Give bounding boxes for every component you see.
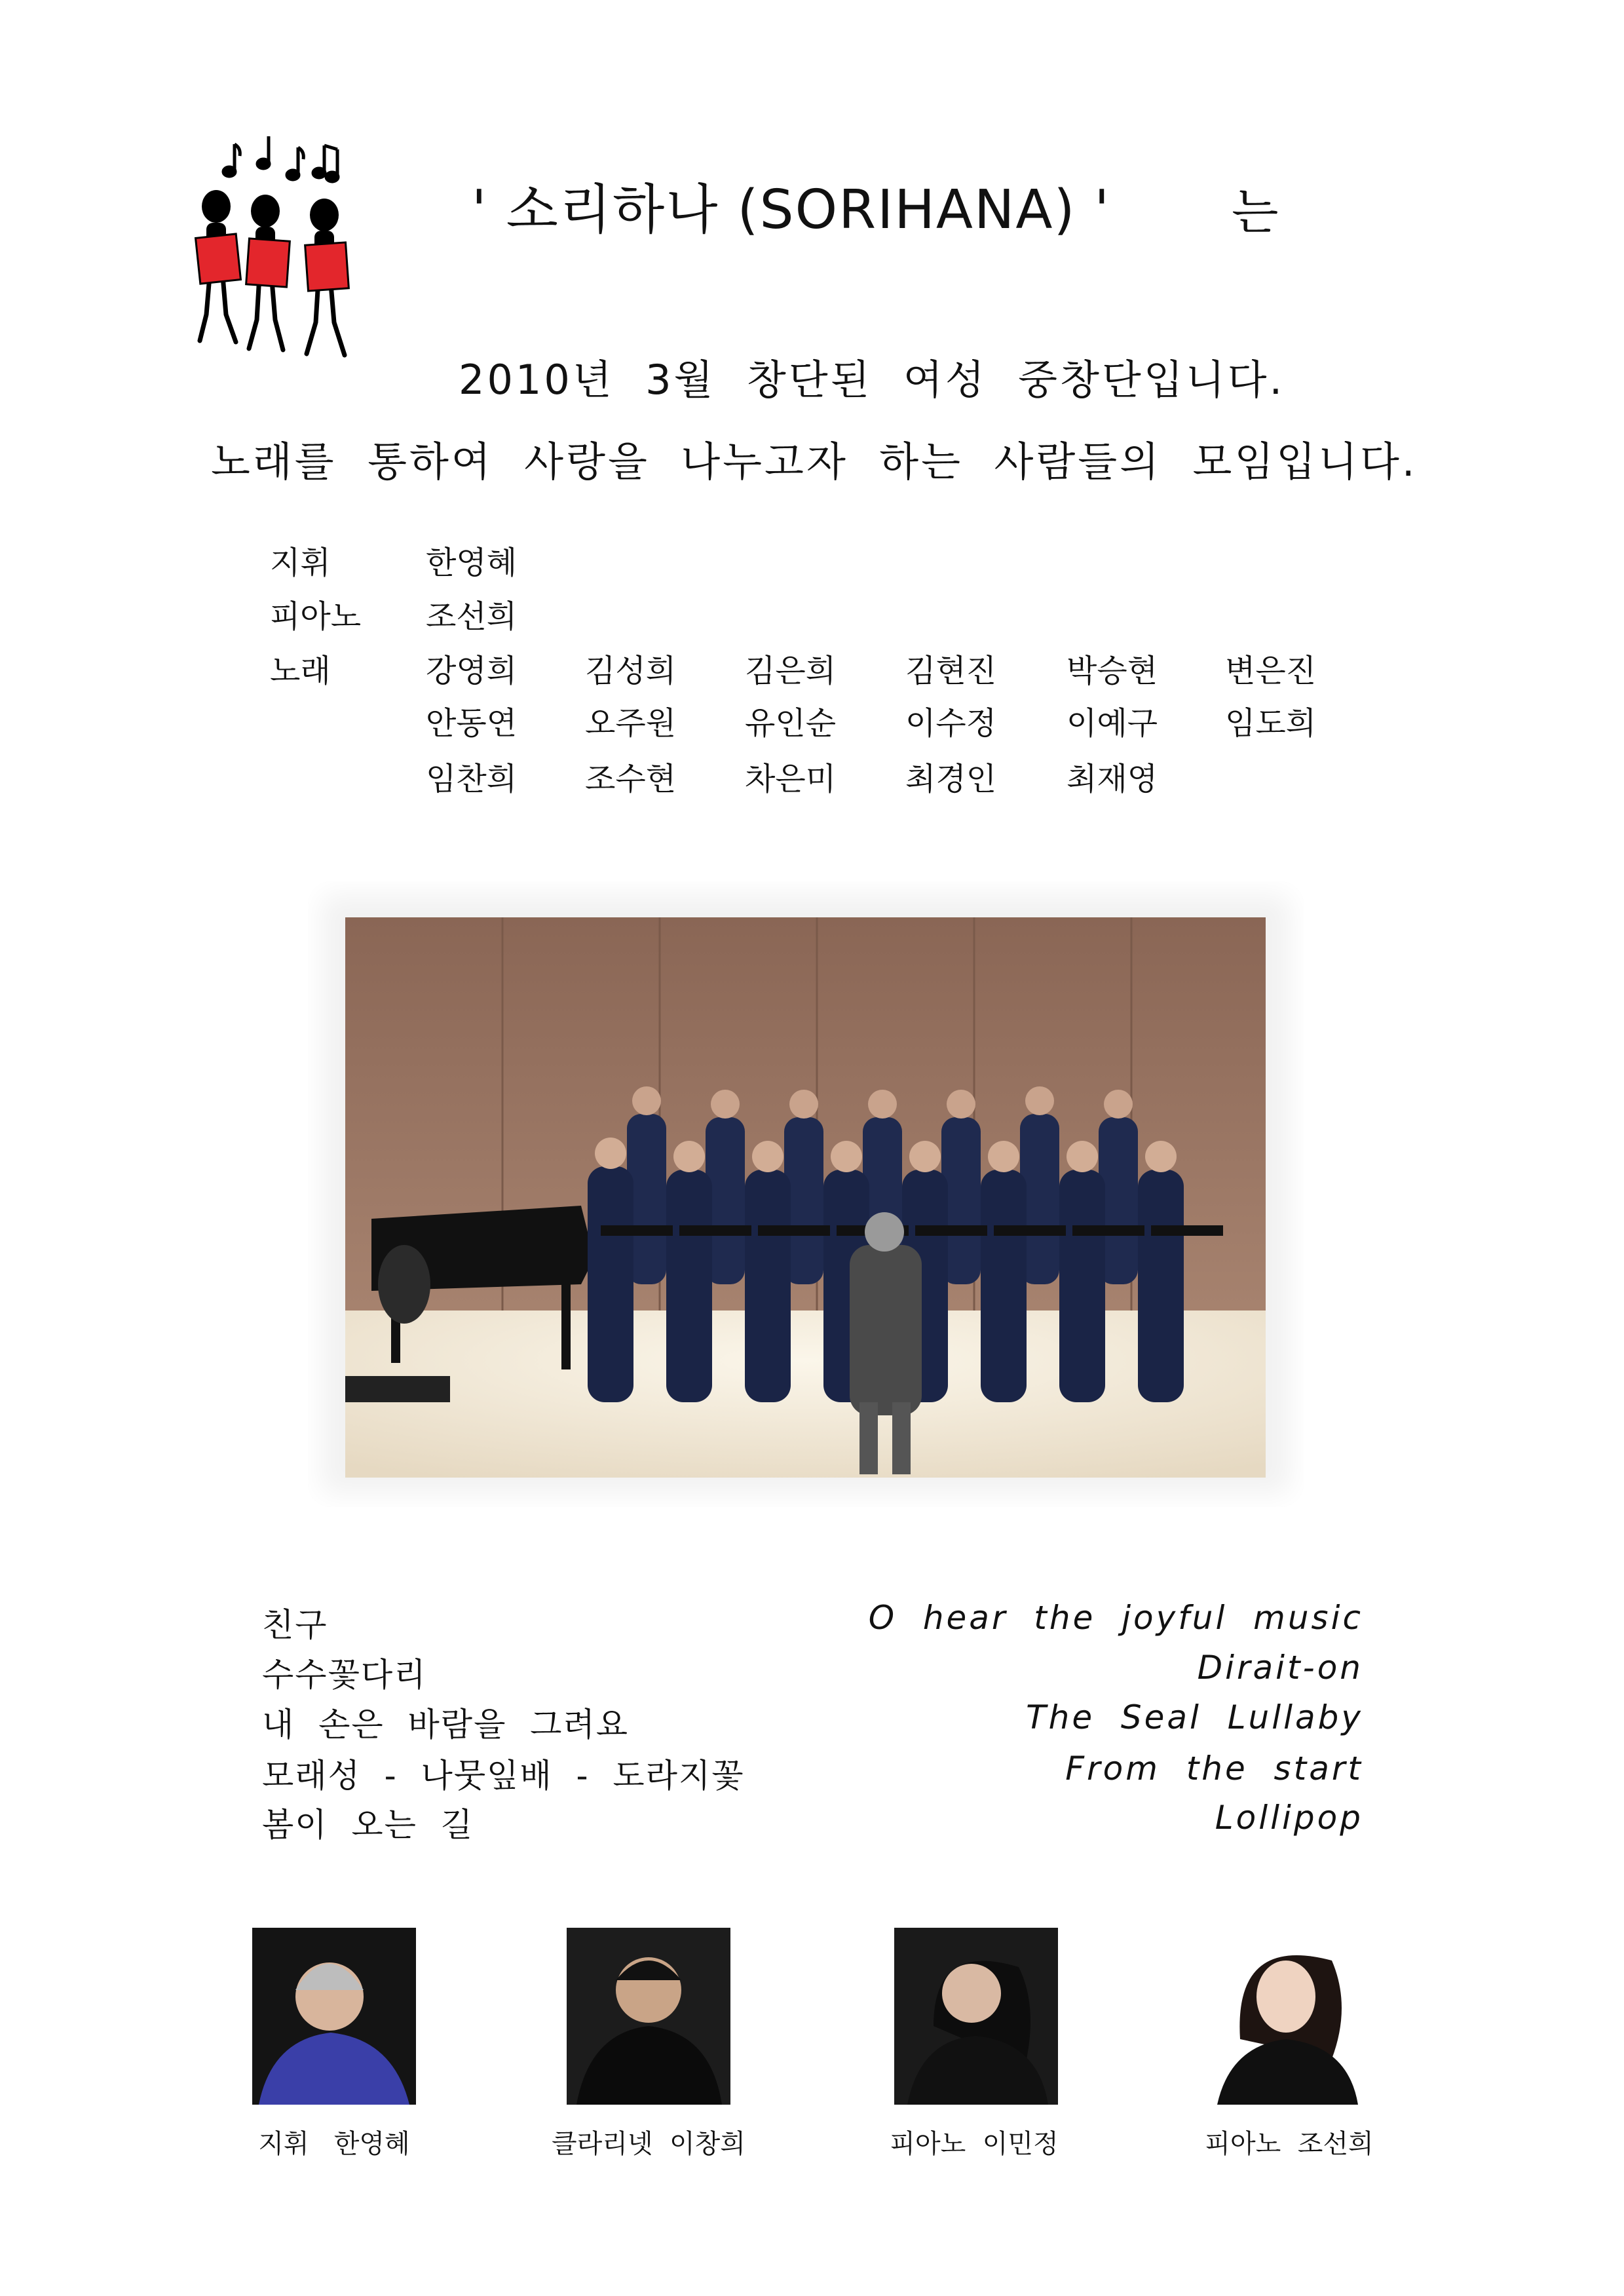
singer-name: 최경인 <box>905 761 997 797</box>
singer-name: 김현진 <box>905 653 997 689</box>
program-item-english: Lollipop <box>1215 1799 1363 1837</box>
portrait-pianist-2 <box>1204 1928 1368 2105</box>
portrait-pianist-1 <box>894 1928 1058 2105</box>
singer-name: 김은희 <box>745 653 837 689</box>
portrait-clarinetist <box>567 1928 730 2105</box>
portrait-caption: 클라리넷 이창희 <box>552 2129 746 2159</box>
program-item-english: O hear the joyful music <box>868 1599 1363 1637</box>
choir-concert-photo <box>345 917 1266 1478</box>
program-item-korean: 수수꽃다리 <box>262 1656 427 1694</box>
singer-name: 이수정 <box>905 705 997 742</box>
singers-label: 노래 <box>270 653 331 689</box>
program-item-korean: 모래성 - 나뭇잎배 - 도라지꽃 <box>262 1757 745 1795</box>
singer-name: 유인순 <box>745 705 837 742</box>
portrait-caption: 지휘 한영혜 <box>258 2129 410 2159</box>
portrait-conductor <box>252 1928 416 2105</box>
portrait-caption: 피아노 이민정 <box>890 2129 1059 2159</box>
page-title: ' 소리하나 (SORIHANA) ' <box>472 179 1111 241</box>
singer-name: 변은진 <box>1225 653 1317 689</box>
choir-logo-icon <box>190 131 387 393</box>
portrait-caption: 피아노 조선희 <box>1205 2129 1374 2159</box>
program-item-english: From the start <box>1065 1750 1363 1788</box>
intro-line: 2010년 3월 창단된 여성 중창단입니다. <box>459 356 1285 404</box>
program-item-english: The Seal Lullaby <box>1026 1698 1363 1736</box>
program-item-english: Dirait-on <box>1197 1649 1363 1687</box>
piano-label: 피아노 <box>270 598 362 635</box>
singer-name: 오주원 <box>585 705 677 742</box>
program-item-korean: 내 손은 바람을 그려요 <box>262 1706 630 1744</box>
program-item-korean: 봄이 오는 길 <box>262 1806 474 1844</box>
singer-name: 박승현 <box>1067 653 1158 689</box>
singer-name: 최재영 <box>1067 761 1158 797</box>
singer-name: 이예구 <box>1067 705 1158 742</box>
intro-line: 노래를 통하여 사랑을 나누고자 하는 사람들의 모임입니다. <box>211 438 1418 486</box>
singer-name: 강영희 <box>426 653 518 689</box>
singer-name: 차은미 <box>745 761 837 797</box>
pianist-name: 조선희 <box>426 598 518 635</box>
singer-name: 조수현 <box>585 761 677 797</box>
singer-name: 임찬희 <box>426 761 518 797</box>
singer-name: 안동연 <box>426 705 518 742</box>
conductor-name: 한영혜 <box>426 545 518 581</box>
title-suffix: 는 <box>1232 184 1279 240</box>
program-item-korean: 친구 <box>262 1606 328 1644</box>
singer-name: 김성희 <box>585 653 677 689</box>
singer-name: 임도희 <box>1225 705 1317 742</box>
conductor-label: 지휘 <box>270 545 331 581</box>
